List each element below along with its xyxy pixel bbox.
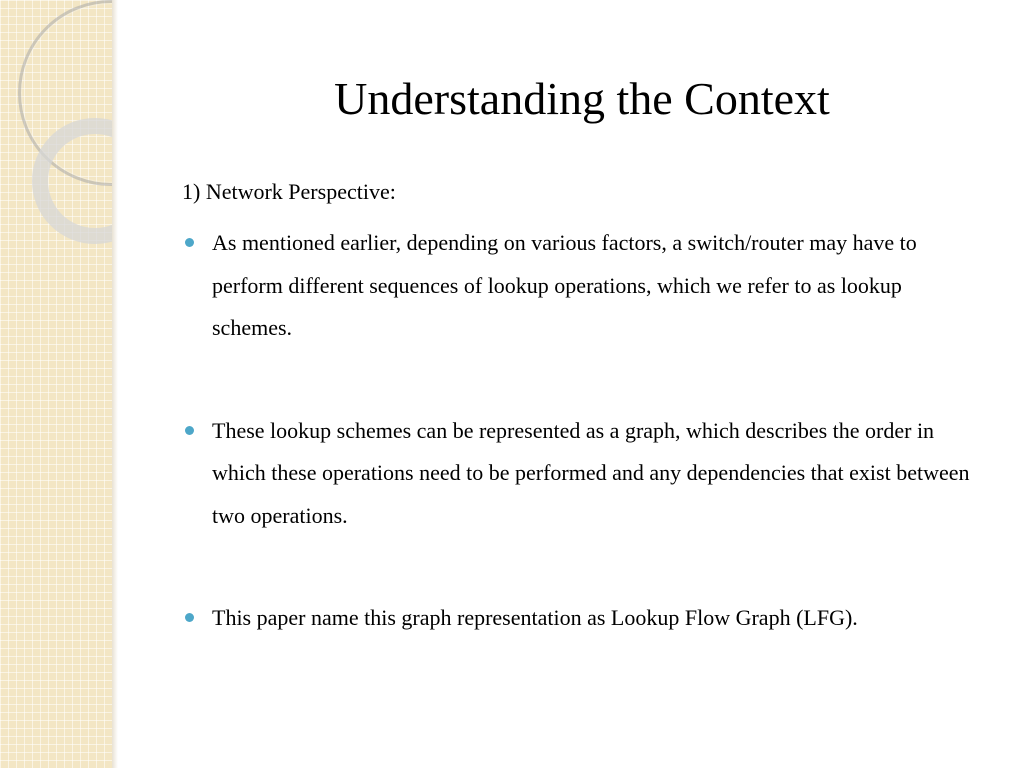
section-subheading: 1) Network Perspective:: [182, 179, 396, 204]
bullet-text: This paper name this graph representation as Lookup Flow Graph (LFG).: [212, 605, 858, 630]
side-panel-edge: [112, 0, 118, 768]
bullet-list: [182, 222, 982, 700]
bullet-text: As mentioned earlier, depending on various factors, a switch/router may have to perform different sequences of lookup operations, which we refer to as lookup schemes.: [212, 230, 917, 340]
bullet-item: [182, 222, 982, 350]
decorative-side-panel: [0, 0, 112, 768]
slide-title: Understanding the Context: [334, 73, 830, 124]
bullet-item: [182, 410, 982, 538]
bullet-dot-icon: [185, 613, 194, 622]
bullet-dot-icon: [185, 426, 194, 435]
bullet-dot-icon: [185, 238, 194, 247]
bullet-item: [182, 597, 982, 640]
bullet-text: These lookup schemes can be represented as a graph, which describes the order in which these operations need to be performed and any dependencies that exist between two operations.: [212, 417, 970, 528]
